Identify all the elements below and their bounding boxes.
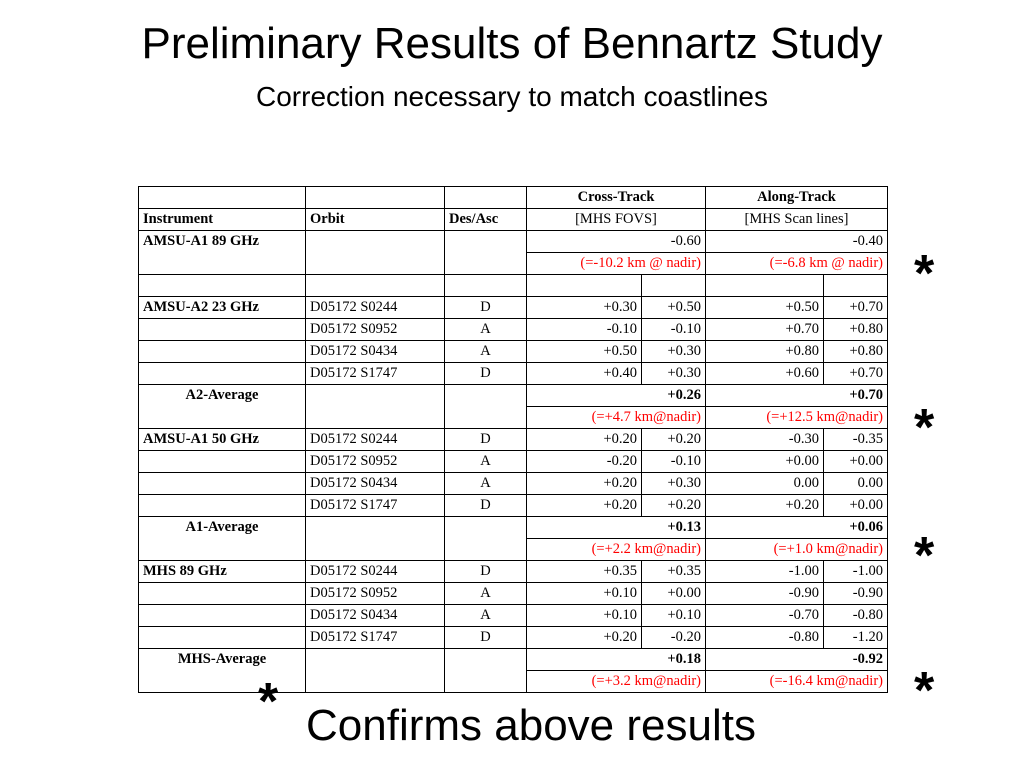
table-row	[139, 363, 888, 385]
instrument-header: Instrument	[139, 209, 306, 231]
desasc-cell: A	[445, 583, 527, 605]
orbit-cell: D05172 S0434	[306, 341, 445, 363]
instrument-label: AMSU-A1 50 GHz	[139, 429, 306, 451]
cross-average-km: (=+2.2 km@nadir)	[527, 539, 706, 561]
table-row	[139, 297, 888, 319]
cross-km-value: (=-10.2 km @ nadir)	[527, 253, 706, 275]
table-row	[139, 473, 888, 495]
cross-cell: +0.35	[527, 561, 642, 583]
cross-cell: +0.20	[527, 495, 642, 517]
desasc-cell: D	[445, 429, 527, 451]
desasc-cell: A	[445, 319, 527, 341]
slide-subtitle: Correction necessary to match coastlines	[256, 81, 768, 112]
along-cell: +0.70	[824, 363, 888, 385]
cross-cell: +0.20	[527, 473, 642, 495]
cross-average: +0.18	[527, 649, 706, 671]
along-cell: -1.00	[706, 561, 824, 583]
along-average-km: (=-16.4 km@nadir)	[706, 671, 888, 693]
desasc-cell: A	[445, 605, 527, 627]
results-table	[138, 186, 888, 693]
average-row	[139, 517, 888, 539]
cross-average-km: (=+4.7 km@nadir)	[527, 407, 706, 429]
header-row-track	[139, 187, 888, 209]
along-cell: +0.20	[706, 495, 824, 517]
orbit-cell: D05172 S1747	[306, 495, 445, 517]
asterisk-icon: *	[914, 527, 935, 585]
average-row	[139, 649, 888, 671]
along-cell: +0.80	[824, 341, 888, 363]
along-cell: -0.80	[824, 605, 888, 627]
cross-track-header: Cross-Track	[527, 187, 706, 209]
spacer-row	[139, 275, 888, 297]
cross-cell: +0.30	[642, 363, 706, 385]
instrument-label: AMSU-A2 23 GHz	[139, 297, 306, 319]
cross-cell: +0.20	[527, 627, 642, 649]
along-average: +0.06	[706, 517, 888, 539]
cross-cell: +0.00	[642, 583, 706, 605]
along-cell: -0.90	[824, 583, 888, 605]
orbit-cell: D05172 S0434	[306, 605, 445, 627]
along-cell: 0.00	[706, 473, 824, 495]
cross-cell: +0.50	[527, 341, 642, 363]
cross-cell: +0.50	[642, 297, 706, 319]
along-track-header: Along-Track	[706, 187, 888, 209]
table-row	[139, 605, 888, 627]
desasc-cell: A	[445, 451, 527, 473]
orbit-header: Orbit	[306, 209, 445, 231]
along-cell: +0.00	[824, 495, 888, 517]
desasc-cell: D	[445, 297, 527, 319]
orbit-cell: D05172 S0952	[306, 319, 445, 341]
cross-cell: -0.10	[642, 319, 706, 341]
table-row	[139, 451, 888, 473]
average-label: A1-Average	[139, 517, 306, 561]
desasc-cell: D	[445, 495, 527, 517]
average-label: A2-Average	[139, 385, 306, 429]
along-cell: -1.20	[824, 627, 888, 649]
desasc-cell: D	[445, 363, 527, 385]
asterisk-icon: *	[914, 662, 935, 720]
along-value: -0.40	[706, 231, 888, 253]
cross-cell: -0.10	[642, 451, 706, 473]
along-cell: -1.00	[824, 561, 888, 583]
asterisk-icon: *	[914, 399, 935, 457]
table-row	[139, 231, 888, 253]
average-row	[139, 385, 888, 407]
mhs-scanlines-header: [MHS Scan lines]	[706, 209, 888, 231]
along-average: +0.70	[706, 385, 888, 407]
along-cell: 0.00	[824, 473, 888, 495]
table-row	[139, 627, 888, 649]
footer-caption: Confirms above results	[306, 701, 756, 750]
cross-cell: -0.20	[527, 451, 642, 473]
along-cell: -0.90	[706, 583, 824, 605]
cross-cell: +0.30	[642, 341, 706, 363]
desasc-cell: D	[445, 561, 527, 583]
cross-average-km: (=+3.2 km@nadir)	[527, 671, 706, 693]
cross-cell: +0.30	[642, 473, 706, 495]
instrument-label: AMSU-A1 89 GHz	[139, 231, 306, 275]
cross-cell: +0.20	[642, 429, 706, 451]
cross-cell: -0.10	[527, 319, 642, 341]
along-cell: -0.80	[706, 627, 824, 649]
cross-cell: +0.10	[642, 605, 706, 627]
cross-cell: -0.20	[642, 627, 706, 649]
along-cell: +0.80	[706, 341, 824, 363]
orbit-cell: D05172 S0434	[306, 473, 445, 495]
orbit-cell: D05172 S1747	[306, 627, 445, 649]
along-average-km: (=+12.5 km@nadir)	[706, 407, 888, 429]
orbit-cell: D05172 S0244	[306, 429, 445, 451]
table-row	[139, 341, 888, 363]
cross-cell: +0.20	[642, 495, 706, 517]
table-row	[139, 583, 888, 605]
average-label: MHS-Average	[139, 649, 306, 693]
along-cell: +0.70	[706, 319, 824, 341]
along-average: -0.92	[706, 649, 888, 671]
along-cell: +0.00	[824, 451, 888, 473]
desasc-cell: A	[445, 473, 527, 495]
table-row	[139, 495, 888, 517]
cross-cell: +0.30	[527, 297, 642, 319]
cross-cell: +0.35	[642, 561, 706, 583]
mhs-fovs-header: [MHS FOVS]	[527, 209, 706, 231]
orbit-cell: D05172 S0952	[306, 583, 445, 605]
asterisk-icon: *	[258, 673, 279, 731]
orbit-cell: D05172 S0244	[306, 561, 445, 583]
orbit-cell: D05172 S0244	[306, 297, 445, 319]
along-cell: +0.50	[706, 297, 824, 319]
orbit-cell: D05172 S1747	[306, 363, 445, 385]
cross-average: +0.26	[527, 385, 706, 407]
asterisk-icon: *	[914, 245, 935, 303]
header-row-columns	[139, 209, 888, 231]
table-row	[139, 319, 888, 341]
table-row	[139, 561, 888, 583]
along-cell: +0.00	[706, 451, 824, 473]
along-average-km: (=+1.0 km@nadir)	[706, 539, 888, 561]
along-cell: +0.80	[824, 319, 888, 341]
along-cell: -0.30	[706, 429, 824, 451]
along-km-value: (=-6.8 km @ nadir)	[706, 253, 888, 275]
desasc-cell: D	[445, 627, 527, 649]
desasc-cell: A	[445, 341, 527, 363]
instrument-label: MHS 89 GHz	[139, 561, 306, 583]
slide-title: Preliminary Results of Bennartz Study	[141, 19, 883, 68]
cross-cell: +0.40	[527, 363, 642, 385]
cross-cell: +0.10	[527, 583, 642, 605]
cross-cell: +0.20	[527, 429, 642, 451]
desasc-header: Des/Asc	[445, 209, 527, 231]
cross-average: +0.13	[527, 517, 706, 539]
along-cell: +0.70	[824, 297, 888, 319]
along-cell: -0.35	[824, 429, 888, 451]
cross-cell: +0.10	[527, 605, 642, 627]
along-cell: +0.60	[706, 363, 824, 385]
table-row	[139, 429, 888, 451]
along-cell: -0.70	[706, 605, 824, 627]
orbit-cell: D05172 S0952	[306, 451, 445, 473]
cross-value: -0.60	[527, 231, 706, 253]
